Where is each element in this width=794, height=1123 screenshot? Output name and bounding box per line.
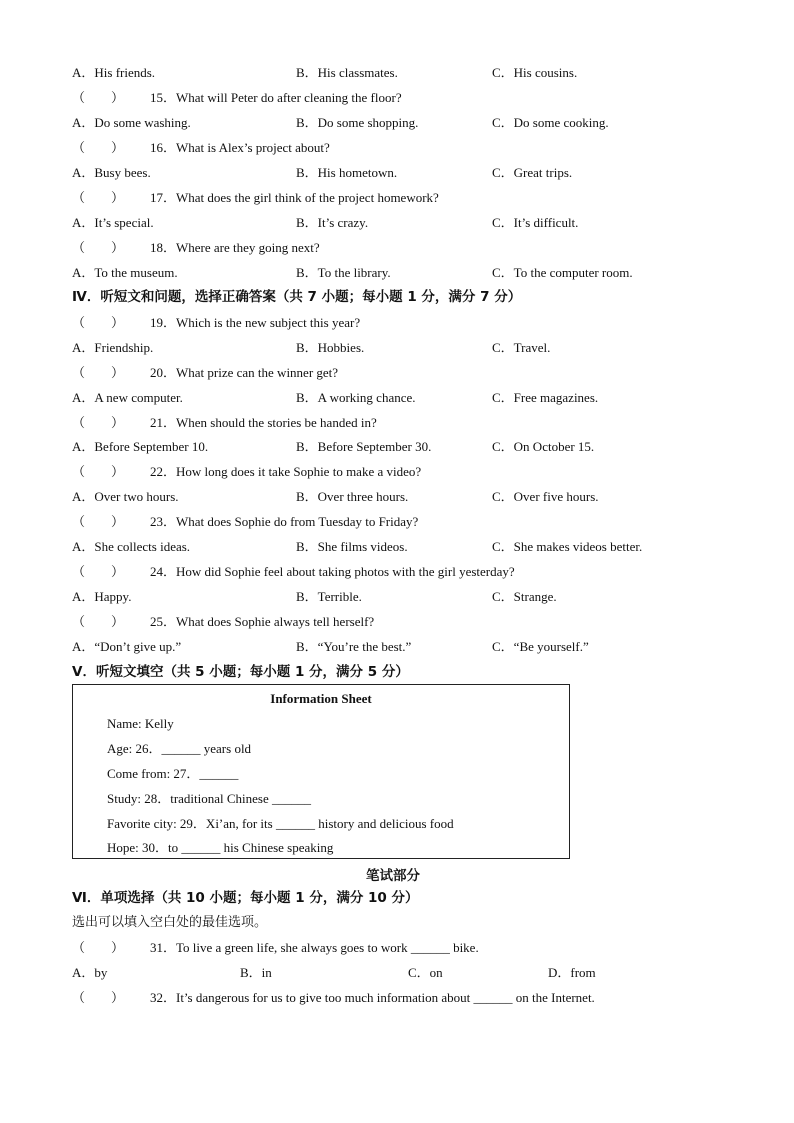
written-part-label: 笔试部分 — [366, 868, 420, 884]
answer-blank[interactable]: （ ） — [72, 990, 125, 1005]
question-text: 31．To live a green life, she always goes to work ______ bike. — [150, 940, 479, 955]
question-text: 32．It’s dangerous for us to give too much information about ______ on the Internet. — [150, 990, 595, 1005]
question-text: 18．Where are they going next? — [150, 240, 320, 255]
question-text: 20．What prize can the winner get? — [150, 365, 339, 380]
question-17 — [72, 189, 439, 207]
option-c[interactable]: C．Great trips. — [492, 165, 573, 180]
option-c[interactable]: C．She makes videos better. — [492, 539, 643, 554]
question-25 — [72, 613, 374, 631]
option-c[interactable]: C．Do some cooking. — [492, 115, 609, 130]
option-b[interactable]: B．Before September 30. — [296, 439, 432, 454]
option-b[interactable]: B．It’s crazy. — [296, 215, 369, 230]
question-text: 15．What will Peter do after cleaning the floor? — [150, 90, 402, 105]
option-c[interactable]: C．His cousins. — [492, 65, 578, 80]
option-a[interactable]: A．Do some washing. — [72, 115, 191, 130]
question-18 — [72, 239, 320, 257]
option-c[interactable]: C．“Be yourself.” — [492, 639, 589, 654]
options-row — [72, 488, 712, 506]
section-6-heading: Ⅵ．单项选择（共 10 小题；每小题 1 分，满分 10 分） — [72, 890, 419, 906]
info-age-line[interactable]: Age: 26．______ years old — [107, 741, 252, 756]
option-a[interactable]: A．It’s special. — [72, 215, 154, 230]
option-b[interactable]: B．in — [240, 965, 272, 980]
answer-blank[interactable]: （ ） — [72, 614, 125, 629]
options-row — [72, 164, 712, 182]
option-b[interactable]: B．“You’re the best.” — [296, 639, 412, 654]
option-c[interactable]: C．To the computer room. — [492, 265, 633, 280]
option-b[interactable]: B．Hobbies. — [296, 340, 365, 355]
options-row — [72, 214, 712, 232]
answer-blank[interactable]: （ ） — [72, 415, 125, 430]
answer-blank[interactable]: （ ） — [72, 464, 125, 479]
option-a[interactable]: A．Friendship. — [72, 340, 154, 355]
question-32 — [72, 989, 595, 1007]
option-a[interactable]: A．She collects ideas. — [72, 539, 191, 554]
question-15 — [72, 89, 402, 107]
option-c[interactable]: C．Travel. — [492, 340, 551, 355]
question-text: 21．When should the stories be handed in? — [150, 415, 377, 430]
option-d[interactable]: D．from — [548, 965, 596, 980]
info-come-from-line[interactable]: Come from: 27．______ — [107, 766, 239, 781]
option-c[interactable]: C．On October 15. — [492, 439, 595, 454]
info-study-line[interactable]: Study: 28．traditional Chinese ______ — [107, 791, 312, 806]
info-hope-line[interactable]: Hope: 30．to ______ his Chinese speaking — [107, 840, 334, 855]
section-5-heading: Ⅴ．听短文填空（共 5 小题；每小题 1 分，满分 5 分） — [72, 664, 409, 680]
answer-blank[interactable]: （ ） — [72, 940, 125, 955]
question-text: 17．What does the girl think of the project homework? — [150, 190, 439, 205]
option-c[interactable]: C．Over five hours. — [492, 489, 599, 504]
option-b[interactable]: B．She films videos. — [296, 539, 408, 554]
options-row — [72, 588, 712, 606]
question-19 — [72, 314, 360, 332]
answer-blank[interactable]: （ ） — [72, 140, 125, 155]
question-21 — [72, 414, 377, 432]
options-row — [72, 264, 712, 282]
option-b[interactable]: B．Do some shopping. — [296, 115, 419, 130]
options-row — [72, 114, 712, 132]
option-a[interactable]: A．“Don’t give up.” — [72, 639, 182, 654]
answer-blank[interactable]: （ ） — [72, 315, 125, 330]
question-text: 22．How long does it take Sophie to make a video? — [150, 464, 422, 479]
option-a[interactable]: A．His friends. — [72, 65, 156, 80]
option-a[interactable]: A．Before September 10. — [72, 439, 209, 454]
option-a[interactable]: A．Over two hours. — [72, 489, 179, 504]
information-sheet-title: Information Sheet — [270, 691, 372, 706]
option-b[interactable]: B．To the library. — [296, 265, 391, 280]
options-row — [72, 638, 712, 656]
option-b[interactable]: B．His classmates. — [296, 65, 398, 80]
option-a[interactable]: A．Busy bees. — [72, 165, 151, 180]
options-row — [72, 64, 712, 82]
options-row — [72, 538, 712, 556]
option-c[interactable]: C．Free magazines. — [492, 390, 599, 405]
question-31 — [72, 939, 479, 957]
option-b[interactable]: B．Over three hours. — [296, 489, 409, 504]
question-22 — [72, 463, 421, 481]
option-c[interactable]: C．It’s difficult. — [492, 215, 579, 230]
question-text: 19．Which is the new subject this year? — [150, 315, 361, 330]
question-text: 16．What is Alex’s project about? — [150, 140, 330, 155]
answer-blank[interactable]: （ ） — [72, 514, 125, 529]
answer-blank[interactable]: （ ） — [72, 564, 125, 579]
answer-blank[interactable]: （ ） — [72, 190, 125, 205]
options-row — [72, 438, 712, 456]
option-a[interactable]: A．To the museum. — [72, 265, 178, 280]
info-name-line: Name: Kelly — [107, 716, 174, 731]
option-a[interactable]: A．Happy. — [72, 589, 132, 604]
question-text: 23．What does Sophie do from Tuesday to Friday? — [150, 514, 419, 529]
answer-blank[interactable]: （ ） — [72, 240, 125, 255]
option-b[interactable]: B．A working chance. — [296, 390, 416, 405]
answer-blank[interactable]: （ ） — [72, 90, 125, 105]
option-c[interactable]: C．Strange. — [492, 589, 557, 604]
options-row — [72, 339, 712, 357]
options-row — [72, 389, 712, 407]
question-20 — [72, 364, 338, 382]
option-b[interactable]: B．His hometown. — [296, 165, 398, 180]
question-24 — [72, 563, 515, 581]
question-text: 24．How did Sophie feel about taking photos with the girl yesterday? — [150, 564, 515, 579]
info-favorite-city-line[interactable]: Favorite city: 29．Xi’an, for its ______ history and delicious food — [107, 816, 454, 831]
section-6-instruction: 选出可以填入空白处的最佳选项。 — [72, 915, 268, 930]
option-b[interactable]: B．Terrible. — [296, 589, 362, 604]
section-4-heading: Ⅳ．听短文和问题，选择正确答案（共 7 小题；每小题 1 分，满分 7 分） — [72, 289, 522, 305]
question-16 — [72, 139, 330, 157]
option-c[interactable]: C．on — [408, 965, 443, 980]
question-23 — [72, 513, 418, 531]
information-sheet-box — [72, 684, 570, 859]
question-text: 25．What does Sophie always tell herself? — [150, 614, 375, 629]
option-a[interactable]: A．A new computer. — [72, 390, 183, 405]
options-row — [72, 964, 712, 982]
option-a[interactable]: A．by — [72, 965, 108, 980]
answer-blank[interactable]: （ ） — [72, 365, 125, 380]
